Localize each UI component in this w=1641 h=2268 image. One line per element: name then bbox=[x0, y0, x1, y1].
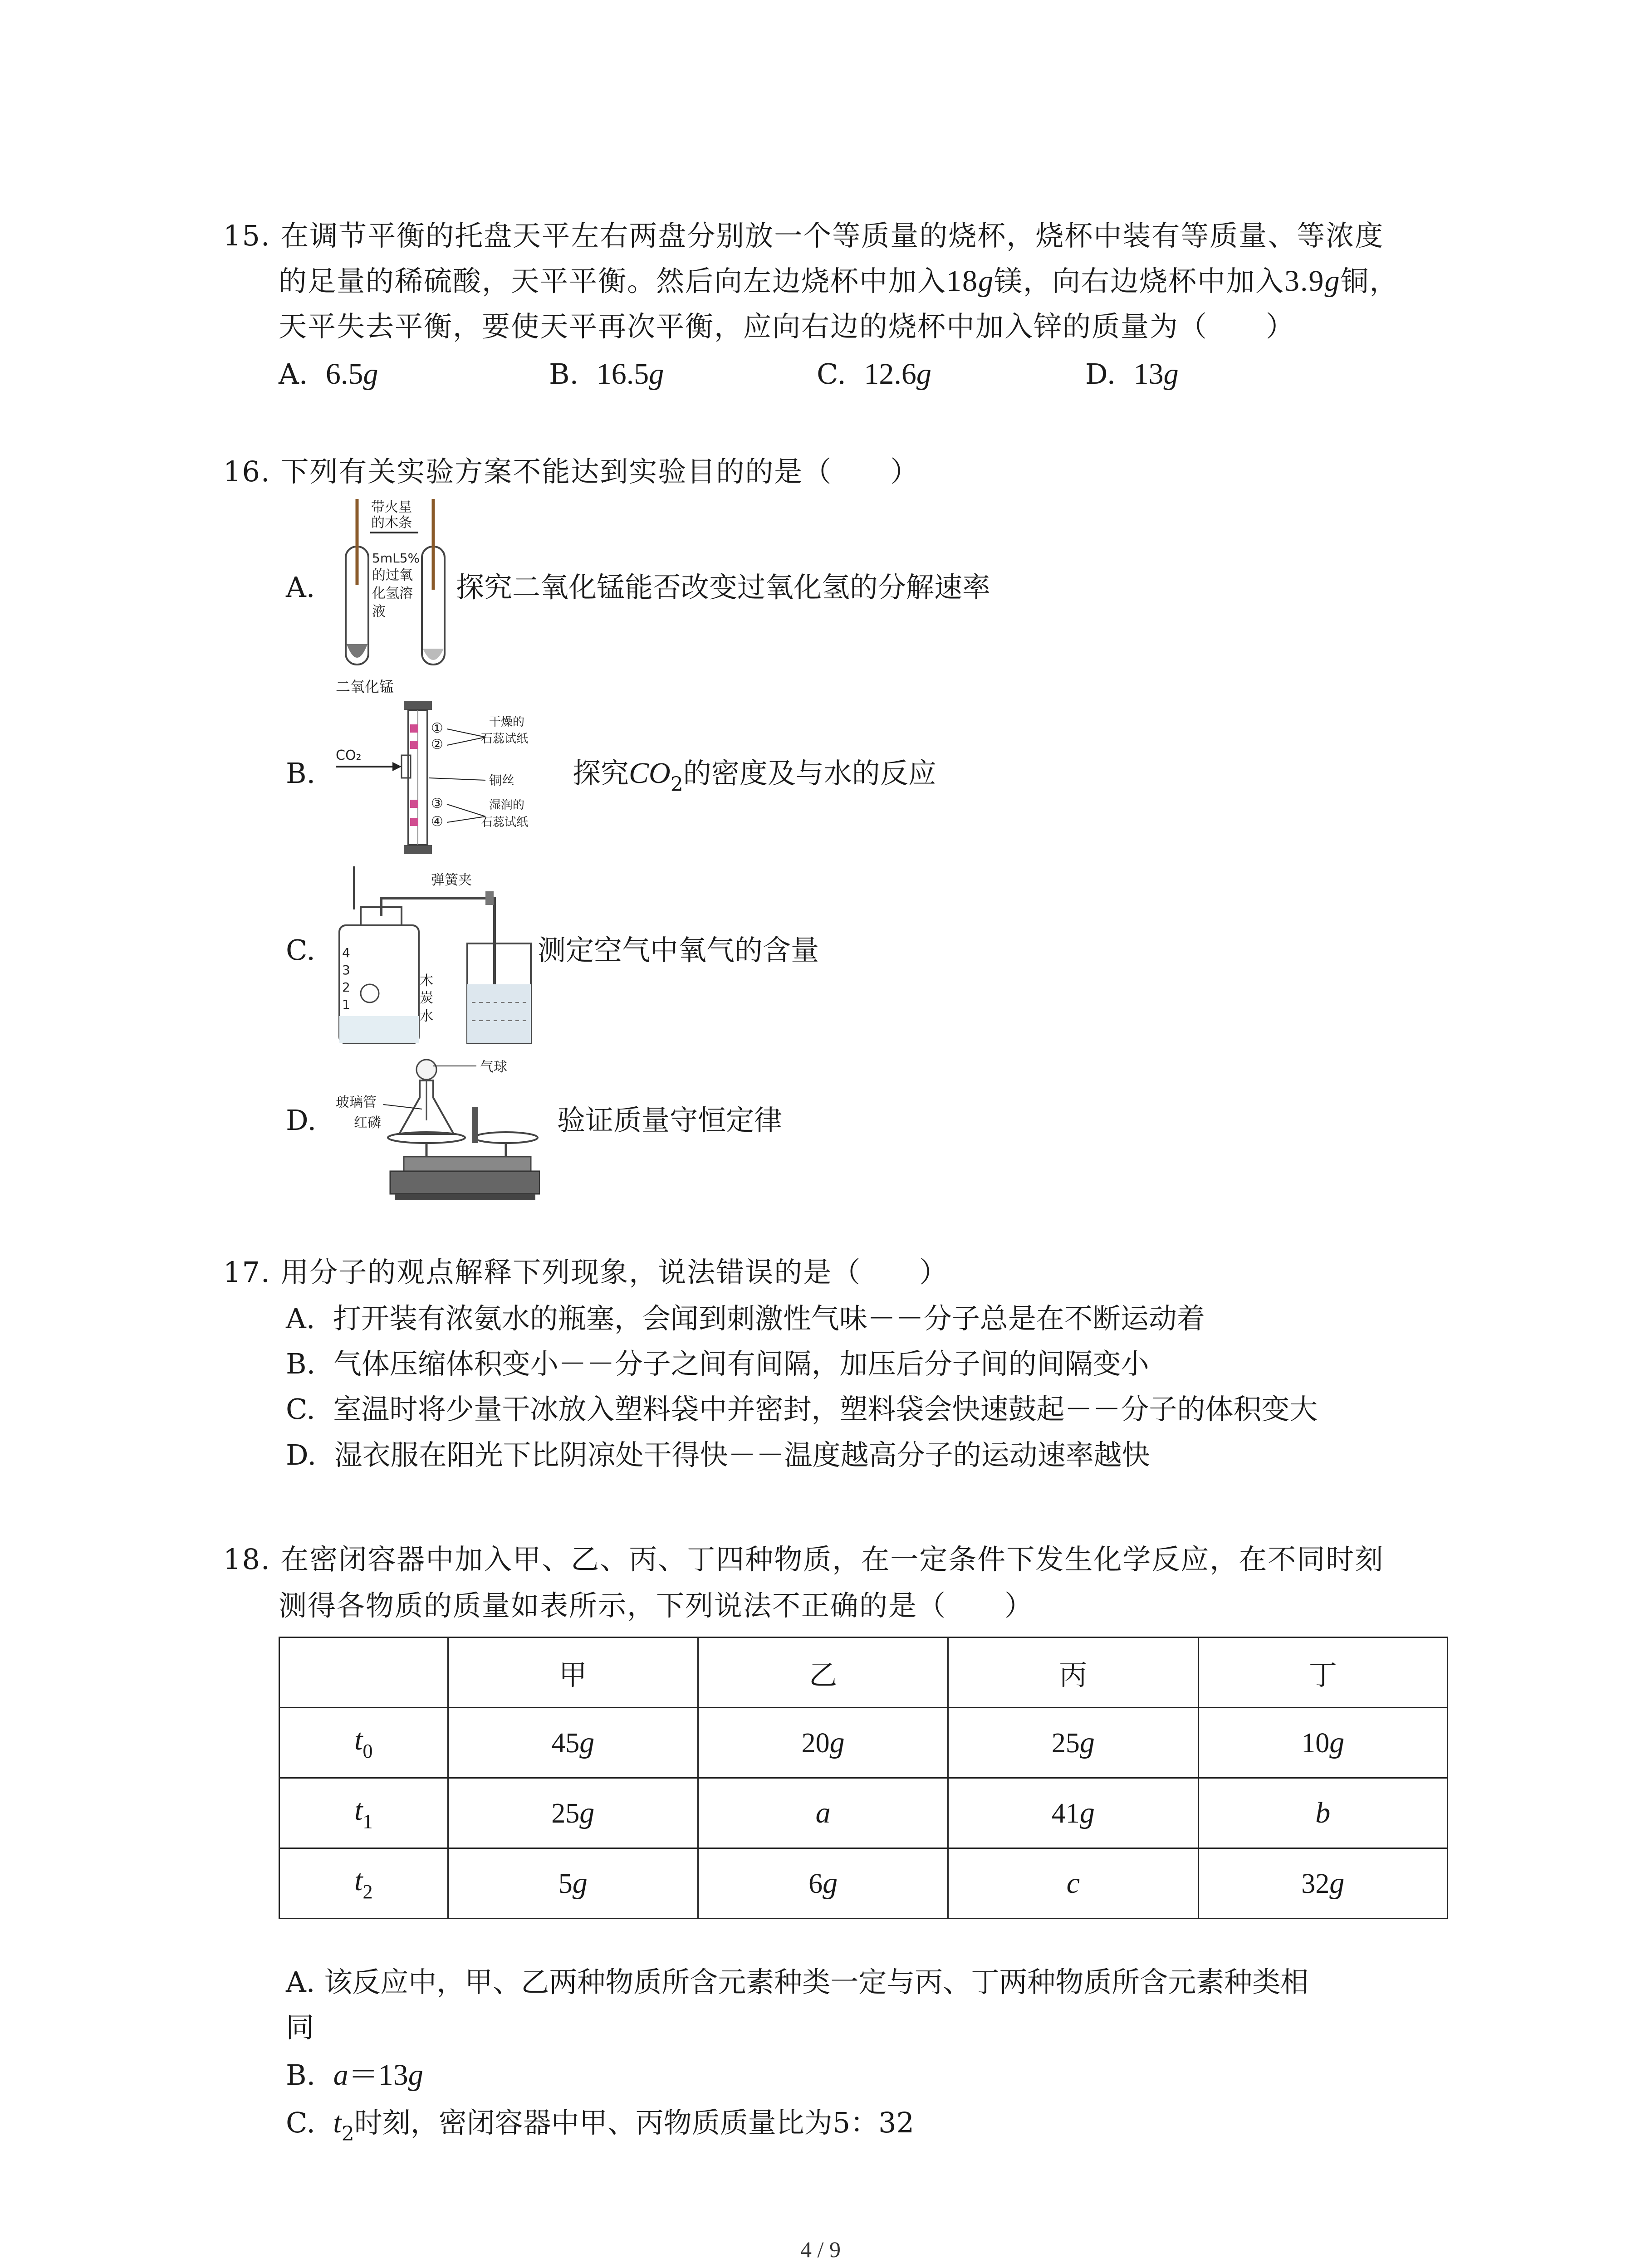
svg-text:①: ① bbox=[431, 720, 443, 736]
table-cell: c bbox=[948, 1848, 1198, 1919]
svg-text:炭: 炭 bbox=[420, 990, 433, 1006]
svg-text:4: 4 bbox=[342, 945, 350, 960]
table-header-cell: 丁 bbox=[1198, 1637, 1447, 1708]
table-row bbox=[279, 1848, 1448, 1919]
table-header-cell: 乙 bbox=[698, 1637, 948, 1708]
svg-text:③: ③ bbox=[431, 796, 443, 811]
q16-option-a-label[interactable]: A. bbox=[286, 571, 315, 604]
q18-option-a-line-1[interactable]: A. 该反应中，甲、乙两种物质所含元素种类一定与丙、丁两种物质所含元素种类相 bbox=[286, 1965, 1309, 1999]
svg-text:CO₂: CO₂ bbox=[336, 748, 362, 763]
time-cell: $t_0$ bbox=[279, 1708, 448, 1778]
oxygen-content-figure bbox=[336, 866, 535, 1050]
q16-option-a-text: 探究二氧化锰能否改变过氧化氢的分解速率 bbox=[456, 571, 991, 604]
svg-text:水: 水 bbox=[420, 1008, 433, 1024]
table-cell: 10g bbox=[1198, 1708, 1447, 1778]
table-header-row bbox=[279, 1637, 1448, 1708]
q17-option-a[interactable]: A. 打开装有浓氨水的瓶塞，会闻到刺激性气味－－分子总是在不断运动着 bbox=[286, 1302, 1205, 1335]
table-cell: a bbox=[698, 1778, 948, 1848]
table-cell: 45g bbox=[448, 1708, 698, 1778]
table-cell: 41g bbox=[948, 1778, 1198, 1848]
svg-text:5mL5%: 5mL5% bbox=[372, 551, 420, 566]
svg-text:带火星: 带火星 bbox=[371, 499, 412, 515]
q16-option-b-label[interactable]: B. bbox=[286, 757, 316, 790]
table-cell: 25g bbox=[948, 1708, 1198, 1778]
q15-stem-line-1: 15. 在调节平衡的托盘天平左右两盘分别放一个等质量的烧杯，烧杯中装有等质量、等浓度 bbox=[223, 219, 1384, 252]
q16-option-c-label[interactable]: C. bbox=[286, 934, 315, 967]
table-row bbox=[279, 1778, 1448, 1848]
q18-stem-line-2: 测得各物质的质量如表所示，下列说法不正确的是（ ） bbox=[279, 1589, 1034, 1622]
q15-stem-line-3: 天平失去平衡，要使天平再次平衡，应向右边的烧杯中加入锌的质量为（ ） bbox=[279, 310, 1295, 343]
table-cell: 25g bbox=[448, 1778, 698, 1848]
q16-stem: 16. 下列有关实验方案不能达到实验目的的是（ ） bbox=[223, 455, 920, 488]
svg-text:红磷: 红磷 bbox=[354, 1115, 381, 1131]
q17-option-b[interactable]: B. 气体压缩体积变小－－分子之间有间隔，加压后分子间的间隔变小 bbox=[286, 1347, 1149, 1380]
svg-text:的木条: 的木条 bbox=[371, 515, 412, 531]
page-number: 4 / 9 bbox=[800, 2237, 841, 2262]
balance-figure bbox=[336, 1052, 540, 1208]
svg-text:二氧化锰: 二氧化锰 bbox=[336, 678, 394, 694]
q15-option-d[interactable]: D. 13g bbox=[1085, 357, 1179, 391]
table-cell: 32g bbox=[1198, 1848, 1447, 1919]
svg-text:木: 木 bbox=[420, 973, 433, 989]
svg-text:3: 3 bbox=[342, 963, 350, 978]
q16-option-d-label[interactable]: D. bbox=[286, 1104, 317, 1137]
svg-text:铜丝: 铜丝 bbox=[489, 773, 515, 788]
svg-text:干燥的: 干燥的 bbox=[489, 715, 525, 729]
q18-option-c[interactable]: C. $t_2$时刻，密闭容器中甲、丙物质质量比为5：32 bbox=[286, 2106, 915, 2146]
table-cell: 6g bbox=[698, 1848, 948, 1919]
svg-text:石蕊试纸: 石蕊试纸 bbox=[481, 816, 529, 829]
svg-text:玻璃管: 玻璃管 bbox=[336, 1095, 377, 1110]
svg-text:石蕊试纸: 石蕊试纸 bbox=[481, 732, 529, 746]
q17-option-c[interactable]: C. 室温时将少量干冰放入塑料袋中并密封，塑料袋会快速鼓起－－分子的体积变大 bbox=[286, 1393, 1318, 1426]
table-header-cell: 甲 bbox=[448, 1637, 698, 1708]
table-row bbox=[279, 1708, 1448, 1778]
svg-text:②: ② bbox=[431, 737, 443, 753]
q16-option-b-text: 探究$CO_2$的密度及与水的反应 bbox=[573, 757, 936, 796]
q15-stem-line-2: 的足量的稀硫酸，天平平衡。然后向左边烧杯中加入18g镁，向右边烧杯中加入3.9g铜， bbox=[279, 264, 1399, 298]
q15-option-b[interactable]: B. 16.5g bbox=[549, 357, 664, 391]
q16-option-d-text: 验证质量守恒定律 bbox=[557, 1104, 783, 1137]
svg-text:④: ④ bbox=[431, 814, 443, 830]
q16-option-c-text: 测定空气中氧气的含量 bbox=[538, 934, 819, 967]
co2-tube-figure bbox=[336, 701, 572, 857]
svg-text:湿润的: 湿润的 bbox=[489, 798, 525, 812]
table-cell: 20g bbox=[698, 1708, 948, 1778]
q15-option-a[interactable]: A. 6.5g bbox=[279, 357, 378, 391]
svg-text:的过氧: 的过氧 bbox=[372, 567, 413, 583]
q18-stem-line-1: 18. 在密闭容器中加入甲、乙、丙、丁四种物质，在一定条件下发生化学反应，在不同时刻 bbox=[223, 1543, 1384, 1576]
time-cell: $t_1$ bbox=[279, 1778, 448, 1848]
svg-text:气球: 气球 bbox=[480, 1059, 507, 1075]
time-cell: $t_2$ bbox=[279, 1848, 448, 1919]
q17-option-d[interactable]: D. 湿衣服在阳光下比阴凉处干得快－－温度越高分子的运动速率越快 bbox=[286, 1438, 1150, 1471]
mass-table bbox=[279, 1637, 1448, 1919]
test-tubes-figure bbox=[336, 499, 467, 696]
svg-text:1: 1 bbox=[342, 997, 350, 1012]
table-header-cell: 丙 bbox=[948, 1637, 1198, 1708]
table-cell: b bbox=[1198, 1778, 1447, 1848]
table-cell: 5g bbox=[448, 1848, 698, 1919]
svg-text:弹簧夹: 弹簧夹 bbox=[431, 872, 472, 888]
svg-text:液: 液 bbox=[372, 604, 386, 620]
svg-text:化氢溶: 化氢溶 bbox=[372, 586, 413, 601]
q18-option-a-line-2: 同 bbox=[286, 2011, 314, 2044]
svg-text:2: 2 bbox=[342, 980, 350, 995]
q18-option-b[interactable]: B. a＝13g bbox=[286, 2058, 423, 2092]
q15-option-c[interactable]: C. 12.6g bbox=[817, 357, 931, 391]
table-header-cell bbox=[279, 1637, 448, 1708]
q17-stem: 17. 用分子的观点解释下列现象，说法错误的是（ ） bbox=[223, 1256, 949, 1289]
